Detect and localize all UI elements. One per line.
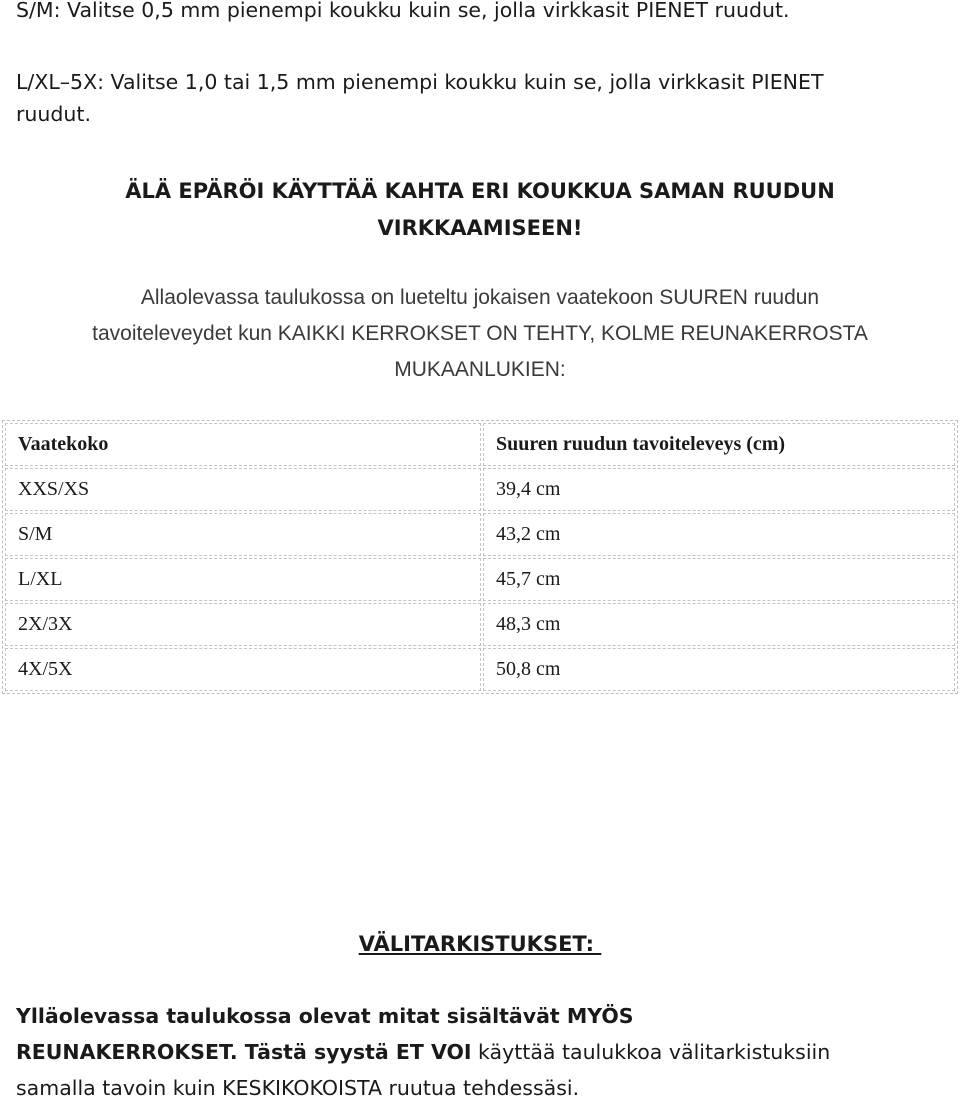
header-target-width: Suuren ruudun tavoiteleveys (cm) [483, 423, 955, 466]
cell-size: S/M [5, 513, 481, 556]
intro-line-2: tavoiteleveydet kun KAIKKI KERROKSET ON TEHTY, KOLME REUNAKERROSTA [92, 322, 868, 345]
cell-width: 50,8 cm [483, 648, 955, 691]
closing-line-3: samalla tavoin kuin KESKIKOKOISTA ruutua tehdessäsi. [16, 1076, 580, 1100]
closing-line-2-rest: käyttää taulukkoa välitarkistuksiin [471, 1040, 831, 1064]
closing-line-1: Ylläolevassa taulukossa olevat mitat sisältävät MYÖS [16, 1004, 634, 1028]
cell-size: 2X/3X [5, 603, 481, 646]
size-width-table [2, 420, 958, 694]
sm-hook-instruction: S/M: Valitse 0,5 mm pienempi koukku kuin se, jolla virkkasit PIENET ruudut. [16, 0, 790, 22]
intro-line-3: MUKAANLUKIEN: [394, 358, 566, 381]
cell-size: L/XL [5, 558, 481, 601]
lxl-hook-instruction-line-2: ruudut. [16, 102, 91, 126]
section-title-checks: VÄLITARKISTUKSET: [358, 932, 602, 956]
cell-width: 45,7 cm [483, 558, 955, 601]
table-header-row [5, 423, 955, 466]
intro-line-1: Allaolevassa taulukossa on lueteltu jokaisen vaatekoon SUUREN ruudun [140, 286, 820, 309]
lxl-hook-instruction-line-1: L/XL–5X: Valitse 1,0 tai 1,5 mm pienempi koukku kuin se, jolla virkkasit PIENET [16, 70, 824, 94]
cell-width: 39,4 cm [483, 468, 955, 511]
table-row [5, 648, 955, 691]
cell-width: 48,3 cm [483, 603, 955, 646]
table-row [5, 513, 955, 556]
header-size: Vaatekoko [5, 423, 481, 466]
warning-line-1: ÄLÄ EPÄRÖI KÄYTTÄÄ KAHTA ERI KOUKKUA SAMAN RUUDUN [125, 179, 835, 203]
cell-width: 43,2 cm [483, 513, 955, 556]
table-row [5, 468, 955, 511]
table-row [5, 603, 955, 646]
cell-size: XXS/XS [5, 468, 481, 511]
table-row [5, 558, 955, 601]
cell-size: 4X/5X [5, 648, 481, 691]
warning-line-2: VIRKKAAMISEEN! [377, 216, 583, 240]
closing-line-2-bold: REUNAKERROKSET. Tästä syystä ET VOI [16, 1040, 472, 1064]
closing-line-2 [16, 1034, 830, 1070]
